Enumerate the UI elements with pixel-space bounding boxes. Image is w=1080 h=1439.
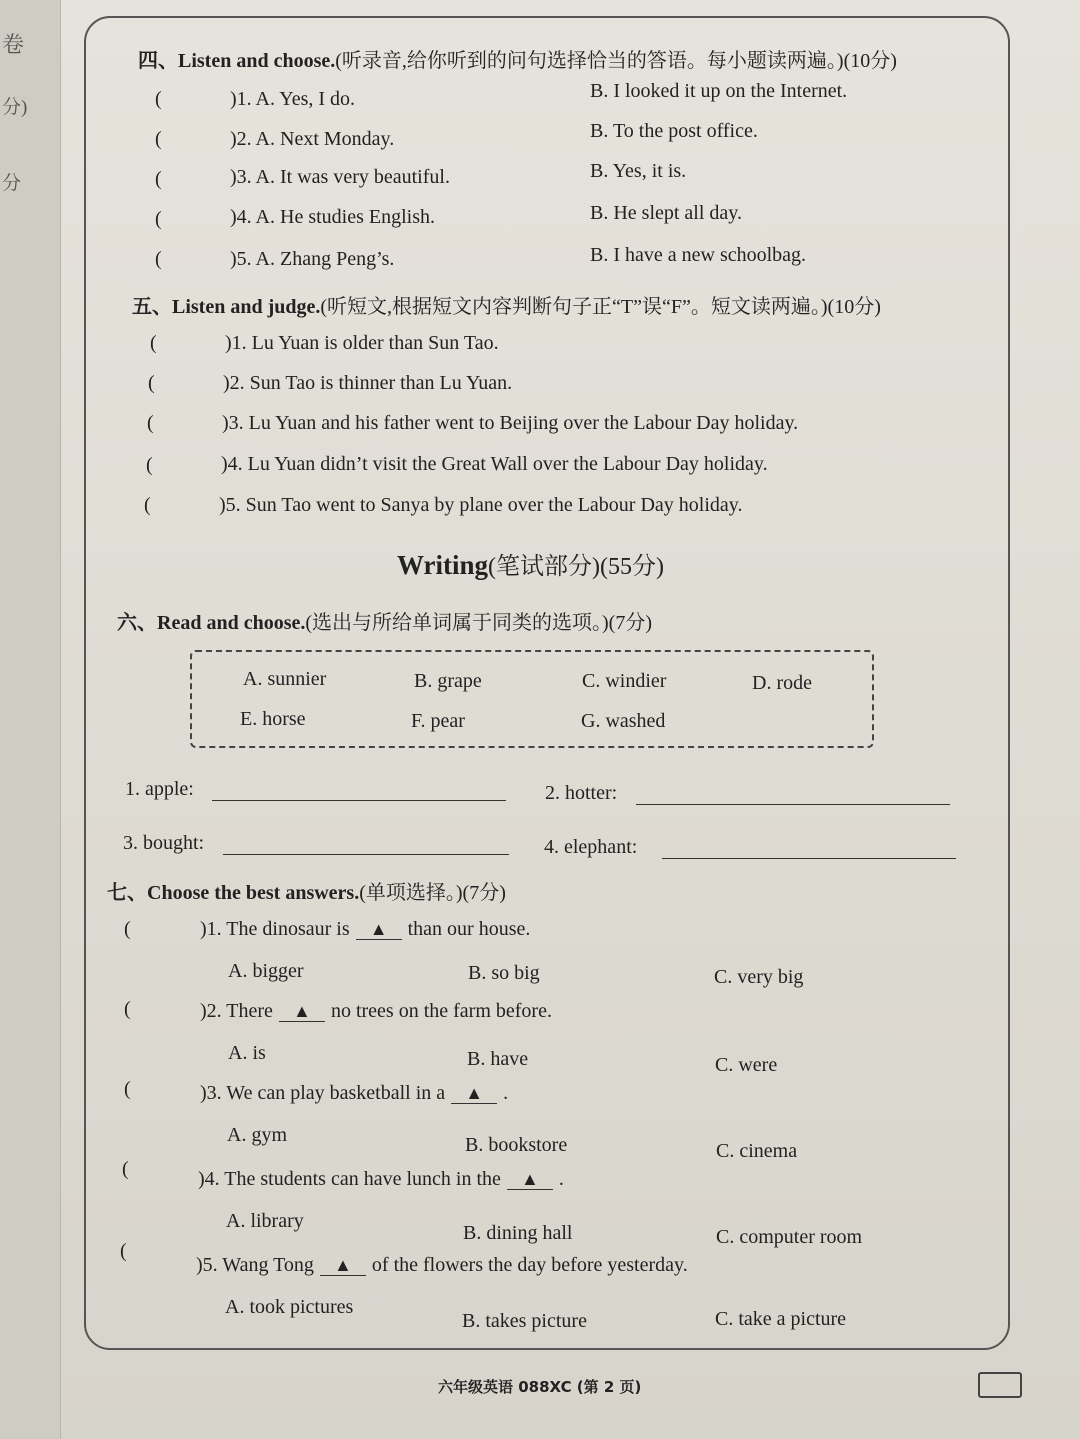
section-5-title: 五、Listen and judge. (132, 296, 321, 318)
answer-line[interactable] (636, 804, 950, 805)
sec4-q2-a: )2. A. Next Monday. (230, 128, 395, 150)
sec6-q2: 2. hotter: (545, 782, 618, 804)
sec7-q1-a: A. bigger (228, 960, 304, 982)
sec4-q4-b: B. He slept all day. (590, 202, 743, 224)
stem-text: of the flowers the day before yesterday. (371, 1254, 688, 1276)
stem-text: than our house. (407, 918, 531, 940)
section-4-note: (听录音,给你听到的问句选择恰当的答语。每小题读两遍。)(10分) (335, 50, 897, 72)
edge-text: 分) (2, 97, 28, 118)
triangle-blank-icon: ▲ (507, 1169, 553, 1190)
sec4-q2-b: B. To the post office. (590, 120, 758, 142)
section-4-heading (138, 44, 897, 73)
sec7-q2-stem (200, 1000, 552, 1023)
sec7-q2-c: C. were (715, 1054, 778, 1076)
answer-line[interactable] (212, 800, 506, 801)
triangle-blank-icon: ▲ (451, 1083, 497, 1104)
answer-paren: ( (124, 1078, 131, 1100)
sec6-q4: 4. elephant: (544, 836, 638, 858)
sec4-q1-b: B. I looked it up on the Internet. (590, 80, 848, 102)
stem-text: )5. Wang Tong (196, 1254, 314, 1276)
triangle-blank-icon: ▲ (356, 919, 402, 940)
answer-paren: ( (120, 1240, 127, 1262)
sec7-q3-stem (200, 1082, 508, 1105)
answer-line[interactable] (223, 854, 509, 855)
answer-paren: ( (155, 248, 162, 270)
sec5-q2: )2. Sun Tao is thinner than Lu Yuan. (223, 372, 513, 394)
sec4-q5-a: )5. A. Zhang Peng’s. (230, 248, 395, 270)
sec6-q1: 1. apple: (125, 778, 194, 800)
sec4-q3-b: B. Yes, it is. (590, 160, 687, 182)
section-5-heading (132, 290, 881, 319)
sec7-q4-stem (198, 1168, 564, 1191)
triangle-blank-icon: ▲ (320, 1255, 366, 1276)
sec7-q4-b: B. dining hall (463, 1222, 573, 1244)
sec4-q1-a: )1. A. Yes, I do. (230, 88, 356, 110)
stem-text: )1. The dinosaur is (200, 918, 350, 940)
sec7-q4-a: A. library (226, 1210, 304, 1232)
section-7-title: 七、Choose the best answers. (107, 882, 360, 904)
page-footer: 六年级英语 088XC (第 2 页) (438, 1378, 642, 1396)
word-option: E. horse (240, 708, 306, 730)
sec7-q1-b: B. so big (468, 962, 540, 984)
stem-text: . (558, 1168, 564, 1190)
sec7-q5-stem (196, 1254, 688, 1277)
stem-text: no trees on the farm before. (330, 1000, 552, 1022)
section-7-heading (107, 876, 506, 905)
answer-paren: ( (155, 208, 162, 230)
answer-paren: ( (148, 372, 155, 394)
sec5-q3: )3. Lu Yuan and his father went to Beijing over the Labour Day holiday. (222, 412, 799, 434)
edge-text: 卷 (2, 32, 25, 57)
word-option: A. sunnier (243, 668, 327, 690)
answer-paren: ( (122, 1158, 129, 1180)
adjacent-page-edge (0, 0, 61, 1439)
answer-paren: ( (124, 998, 131, 1020)
answer-paren: ( (155, 168, 162, 190)
word-option: B. grape (414, 670, 482, 692)
section-4-title: 四、Listen and choose. (138, 50, 336, 72)
sec7-q3-b: B. bookstore (465, 1134, 568, 1156)
answer-paren: ( (147, 412, 154, 434)
section-6-heading (117, 606, 652, 635)
sec7-q5-b: B. takes picture (462, 1310, 587, 1332)
sec6-q3: 3. bought: (123, 832, 205, 854)
sec7-q5-c: C. take a picture (715, 1308, 847, 1330)
answer-paren: ( (150, 332, 157, 354)
sec4-q3-a: )3. A. It was very beautiful. (230, 166, 450, 188)
writing-heading (397, 546, 664, 581)
sec7-q3-c: C. cinema (716, 1140, 798, 1162)
word-bank-box (190, 650, 874, 748)
sec4-q4-a: )4. A. He studies English. (230, 206, 435, 228)
sec7-q2-a: A. is (228, 1042, 266, 1064)
triangle-blank-icon: ▲ (279, 1001, 325, 1022)
section-6-title: 六、Read and choose. (117, 612, 306, 634)
word-option: C. windier (582, 670, 667, 692)
word-option: F. pear (411, 710, 465, 732)
score-box (978, 1372, 1022, 1398)
answer-paren: ( (155, 128, 162, 150)
section-7-note: (单项选择。)(7分) (359, 882, 506, 904)
stem-text: )4. The students can have lunch in the (198, 1168, 501, 1190)
word-option: D. rode (752, 672, 812, 694)
sec7-q1-stem (200, 918, 530, 941)
stem-text: . (503, 1082, 509, 1104)
sec5-q4: )4. Lu Yuan didn’t visit the Great Wall over the Labour Day holiday. (221, 453, 768, 475)
sec5-q1: )1. Lu Yuan is older than Sun Tao. (225, 332, 499, 354)
sec7-q1-c: C. very big (714, 966, 804, 988)
stem-text: )3. We can play basketball in a (200, 1082, 446, 1104)
sec7-q5-a: A. took pictures (225, 1296, 354, 1318)
writing-note: (笔试部分)(55分) (488, 554, 664, 580)
answer-paren: ( (155, 88, 162, 110)
stem-text: )2. There (200, 1000, 273, 1022)
writing-title: Writing (397, 550, 489, 580)
answer-paren: ( (144, 494, 151, 516)
sec7-q4-c: C. computer room (716, 1226, 863, 1248)
word-option: G. washed (581, 710, 666, 732)
sec4-q5-b: B. I have a new schoolbag. (590, 244, 807, 266)
sec5-q5: )5. Sun Tao went to Sanya by plane over the Labour Day holiday. (219, 494, 743, 516)
section-5-note: (听短文,根据短文内容判断句子正“T”误“F”。短文读两遍。)(10分) (320, 296, 881, 318)
sec7-q2-b: B. have (467, 1048, 529, 1070)
answer-line[interactable] (662, 858, 956, 859)
edge-text: 分 (2, 173, 22, 194)
sec7-q3-a: A. gym (227, 1124, 287, 1146)
answer-paren: ( (146, 454, 153, 476)
answer-paren: ( (124, 918, 131, 940)
section-6-note: (选出与所给单词属于同类的选项。)(7分) (305, 612, 652, 634)
